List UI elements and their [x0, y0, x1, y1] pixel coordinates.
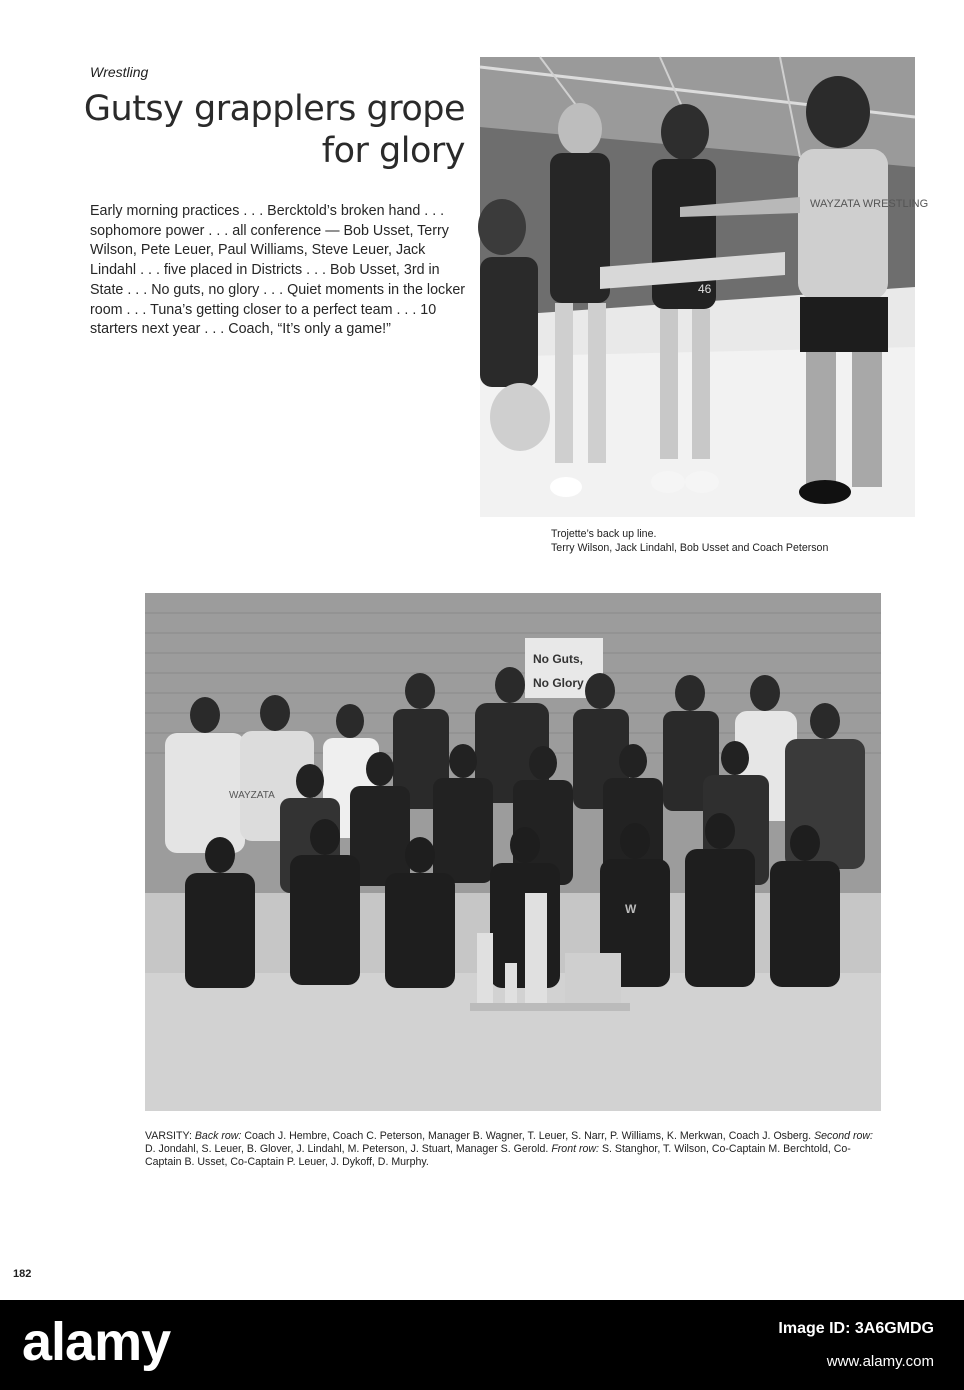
practice-photo [480, 57, 929, 517]
caption-back-row-label: Back row: [194, 1130, 242, 1142]
jersey-letter: W [625, 902, 637, 916]
caption-back-row-names: Coach J. Hembre, Coach C. Peterson, Manager B. Wagner, T. Leuer, S. Narr, P. Williams, K. Merkwan, Coach J. Osberg. [244, 1130, 812, 1142]
site-url: www.alamy.com [826, 1353, 934, 1370]
caption-line-1: Trojette’s back up line. [551, 528, 657, 540]
coach-shirt-text: WAYZATA WRESTLING [810, 198, 929, 210]
image-id: Image ID: 3A6GMDG [778, 1320, 934, 1337]
headline-line-1: Gutsy grapplers grope [83, 89, 465, 129]
sign-line-2: No Glory [533, 676, 584, 690]
team-photo-drawing [145, 593, 881, 1111]
sign-line-1: No Guts, [533, 652, 583, 666]
caption-line-2: Terry Wilson, Jack Lindahl, Bob Usset and Coach Peterson [551, 542, 829, 554]
section-label: Wrestling [90, 64, 149, 80]
varsity-caption [145, 1130, 885, 1170]
alamy-logo: alamy [22, 1312, 171, 1372]
singlet-number: 46 [698, 282, 712, 296]
page-number: 182 [13, 1268, 32, 1280]
intro-paragraph: Early morning practices . . . Bercktold’s broken hand . . . sophomore power . . . all conference — Bob Usset, Terry Wilson, Pete Leuer, Paul Williams, Steve Leuer, Jack Lindahl . . . five placed in Districts . . . Bob Usset, 3rd in State . . . No guts, no glory . . . Quiet moments in the locker room . . . Tuna’s getting closer to a perfect team . . . 10 starters next year . . . Coach, “It’s only a game!” [90, 203, 466, 338]
practice-photo-caption [551, 527, 891, 555]
caption-front-row-label: Front row: [551, 1143, 599, 1156]
caption-second-row-names: D. Jondahl, S. Leuer, B. Glover, J. Lindahl, M. Peterson, J. Stuart, Manager S. Gerold. [145, 1143, 549, 1156]
caption-group-label: VARSITY: [145, 1130, 192, 1142]
caption-second-row-label: Second row: [814, 1130, 873, 1142]
caption-front-row-names: S. Stanghor, T. Wilson, Co-Captain M. Berchtold, Co-Captain B. Usset, Co-Captain P. Leuer, J. Dykoff, D. Murphy. [145, 1143, 851, 1169]
headline-line-2: for glory [321, 131, 465, 171]
headline [70, 88, 465, 172]
varsity-team-photo [145, 593, 881, 1111]
practice-photo-drawing [480, 57, 929, 517]
coach-shirt-jersey-text: WAYZATA [229, 790, 275, 801]
